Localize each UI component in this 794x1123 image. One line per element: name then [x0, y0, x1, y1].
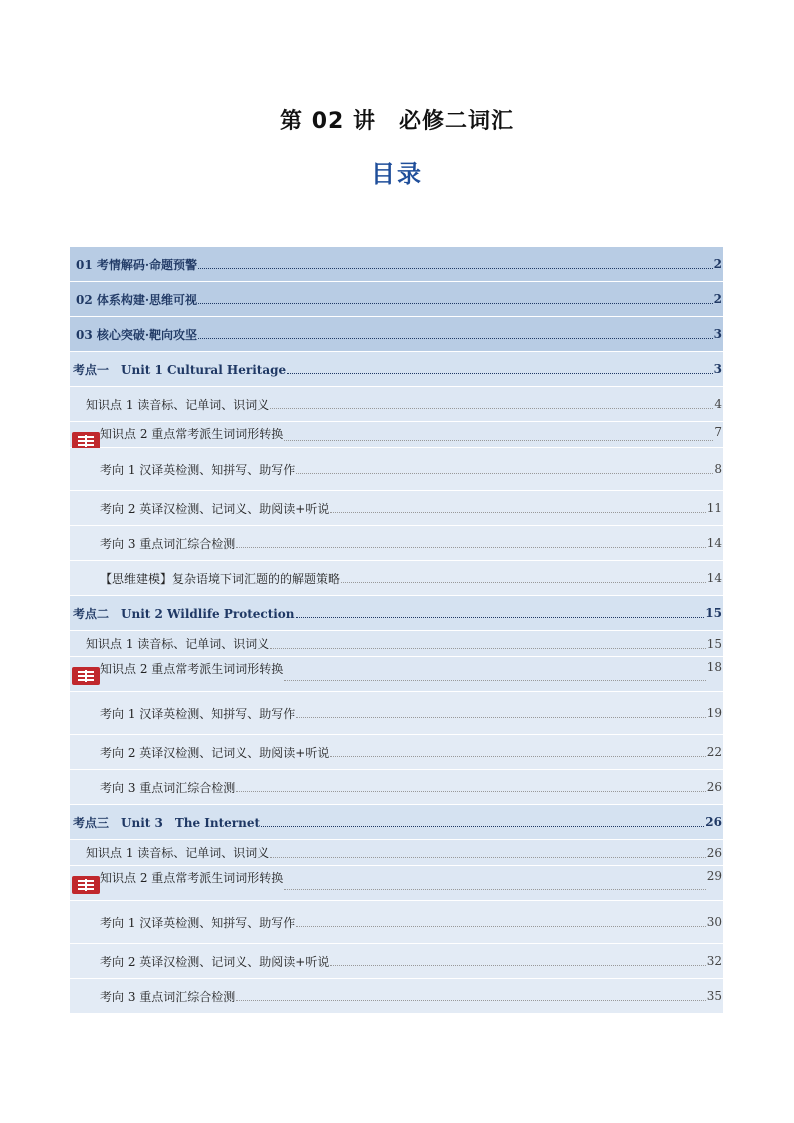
dot-leader — [270, 647, 705, 649]
toc-page-number: 4 — [714, 397, 722, 411]
dot-leader — [198, 302, 713, 304]
toc-heading: 目录 — [371, 160, 423, 188]
toc-kaoxiang-2-1[interactable] — [70, 692, 723, 734]
toc-kaoxiang-1-3[interactable] — [70, 526, 723, 560]
toc-entry-label: 考向 1 汉译英检测、知拼写、助写作 — [100, 915, 296, 930]
toc-entry-label: 考向 2 英译汉检测、记词义、助阅读+听说 — [100, 954, 330, 969]
book-icon — [72, 876, 100, 894]
toc-page-number: 26 — [706, 780, 722, 794]
toc-kaoxiang-2-2[interactable] — [70, 735, 723, 769]
dot-leader — [270, 856, 705, 858]
toc-entry-label: 知识点 1 读音标、记单词、识词义 — [86, 846, 270, 860]
toc-page-number: 3 — [713, 327, 722, 341]
toc-page-number: 29 — [706, 869, 722, 883]
dot-leader — [198, 267, 713, 269]
toc-page-number: 11 — [706, 501, 722, 515]
toc-entry-label: 03 核心突破·靶向攻坚 — [76, 327, 198, 342]
dot-leader — [284, 888, 705, 890]
dot-leader — [270, 407, 713, 409]
document-title: 第 02 讲 必修二词汇 — [280, 109, 514, 134]
dot-leader — [296, 616, 705, 618]
toc-entry-label: 知识点 2 重点常考派生词词形转换 — [100, 662, 284, 676]
toc-page-number: 14 — [706, 536, 722, 550]
toc-entry-label: 考向 3 重点词汇综合检测 — [100, 536, 236, 551]
toc-page-number: 8 — [714, 462, 722, 476]
toc-zhishidian-1-2[interactable] — [70, 422, 723, 447]
toc-page-number: 32 — [706, 954, 722, 968]
toc-section-01[interactable] — [70, 247, 723, 281]
toc-entry-label: 01 考情解码·命题预警 — [76, 257, 198, 272]
toc-entry-label: 知识点 2 重点常考派生词词形转换 — [100, 427, 284, 441]
dot-leader — [236, 999, 705, 1001]
toc-kaoxiang-3-1[interactable] — [70, 901, 723, 943]
toc-kaodian-3[interactable] — [70, 805, 723, 839]
toc-page-number: 26 — [706, 845, 722, 860]
dot-leader — [341, 581, 706, 583]
toc-kaoxiang-3-3[interactable] — [70, 979, 723, 1013]
table-of-contents — [70, 247, 723, 1014]
toc-kaoxiang-1-2[interactable] — [70, 491, 723, 525]
toc-page-number: 15 — [706, 636, 722, 651]
toc-entry-label: 知识点 1 读音标、记单词、识词义 — [86, 397, 270, 412]
toc-entry-label: 知识点 2 重点常考派生词词形转换 — [100, 871, 284, 885]
dot-leader — [330, 964, 705, 966]
toc-page-number: 19 — [706, 706, 722, 720]
dot-leader — [287, 372, 713, 374]
toc-page-number: 15 — [705, 606, 722, 620]
toc-page-number: 7 — [714, 425, 722, 439]
toc-page-number: 35 — [706, 989, 722, 1003]
toc-entry-label: 考向 1 汉译英检测、知拼写、助写作 — [100, 706, 296, 721]
toc-kaodian-2[interactable] — [70, 596, 723, 630]
toc-page-number: 2 — [713, 257, 722, 271]
dot-leader — [296, 472, 713, 474]
toc-page-number: 26 — [705, 815, 722, 829]
toc-zhishidian-2-2[interactable] — [70, 657, 723, 691]
toc-kaodian-1[interactable] — [70, 352, 723, 386]
dot-leader — [198, 337, 713, 339]
dot-leader — [284, 679, 705, 681]
toc-page-number: 14 — [706, 571, 722, 585]
toc-entry-label: 考向 3 重点词汇综合检测 — [100, 780, 236, 795]
dot-leader — [284, 439, 713, 441]
dot-leader — [236, 790, 705, 792]
toc-page-number: 18 — [706, 660, 722, 674]
toc-page-number: 22 — [706, 745, 722, 759]
toc-zhishidian-3-1[interactable] — [70, 840, 723, 865]
dot-leader — [330, 755, 705, 757]
toc-page-number: 2 — [713, 292, 722, 306]
toc-section-03[interactable] — [70, 317, 723, 351]
dot-leader — [236, 546, 705, 548]
toc-entry-label: 考向 2 英译汉检测、记词义、助阅读+听说 — [100, 745, 330, 760]
dot-leader — [330, 511, 705, 513]
toc-page-number: 30 — [706, 915, 722, 929]
toc-entry-label: 考点一 Unit 1 Cultural Heritage — [73, 362, 287, 377]
dot-leader — [296, 716, 705, 718]
toc-section-02[interactable] — [70, 282, 723, 316]
toc-entry-label: 【思维建模】复杂语境下词汇题的的解题策略 — [100, 571, 341, 586]
toc-kaoxiang-1-1[interactable] — [70, 448, 723, 490]
dot-leader — [296, 925, 705, 927]
toc-entry-label: 考向 2 英译汉检测、记词义、助阅读+听说 — [100, 501, 330, 516]
toc-kaoxiang-2-3[interactable] — [70, 770, 723, 804]
toc-entry-label: 考向 1 汉译英检测、知拼写、助写作 — [100, 462, 296, 477]
toc-page-number: 3 — [713, 362, 722, 376]
book-icon — [72, 667, 100, 685]
toc-entry-label: 知识点 1 读音标、记单词、识词义 — [86, 637, 270, 651]
toc-entry-label: 考点三 Unit 3 The Internet — [73, 815, 261, 830]
toc-zhishidian-1-1[interactable] — [70, 387, 723, 421]
toc-zhishidian-2-1[interactable] — [70, 631, 723, 656]
dot-leader — [261, 825, 704, 827]
toc-siwei-jianmo[interactable] — [70, 561, 723, 595]
toc-entry-label: 考点二 Unit 2 Wildlife Protection — [73, 606, 295, 621]
toc-kaoxiang-3-2[interactable] — [70, 944, 723, 978]
toc-entry-label: 考向 3 重点词汇综合检测 — [100, 989, 236, 1004]
toc-zhishidian-3-2[interactable] — [70, 866, 723, 900]
toc-entry-label: 02 体系构建·思维可视 — [76, 292, 198, 307]
